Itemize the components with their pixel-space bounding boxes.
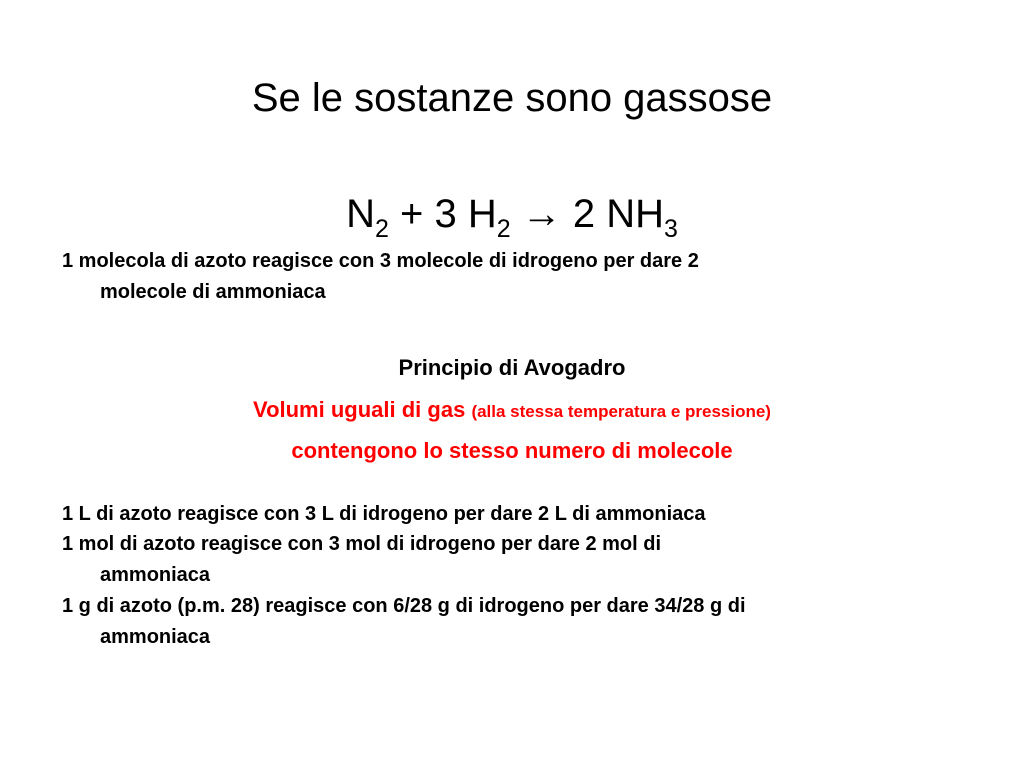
example-liters-line1: 1 L di azoto reagisce con 3 L di idrogeno per dare 2 L di ammoniaca [62, 503, 706, 525]
principle-statement-line1 [0, 394, 1024, 428]
equation-nitrogen: N [346, 192, 375, 236]
example-moles-line1: 1 mol di azoto reagisce con 3 mol di idrogeno per dare 2 mol di [62, 533, 662, 555]
slide-title: Se le sostanze sono gassose [251, 76, 773, 120]
example-grams-line2: ammoniaca [100, 626, 211, 648]
molecule-statement [62, 246, 962, 308]
example-moles [62, 529, 962, 591]
example-moles-line2: ammoniaca [100, 564, 211, 586]
molecule-statement-line2: molecole di ammoniaca [100, 281, 326, 303]
equation-hydrogen-subscript: 2 [496, 215, 511, 243]
equation-ammonia-subscript: 3 [664, 215, 678, 243]
principle-statement-main: Volumi uguali di gas [253, 397, 466, 422]
equation-nitrogen-subscript: 2 [374, 215, 389, 243]
chemical-equation [0, 190, 1024, 243]
principle-statement-line2: contengono lo stesso numero di molecole [291, 438, 733, 463]
example-liters [62, 499, 962, 530]
example-grams-line1: 1 g di azoto (p.m. 28) reagisce con 6/28 g di idrogeno per dare 34/28 g di [62, 595, 746, 617]
principle-statement-note: (alla stessa temperatura e pressione) [471, 402, 771, 421]
equation-ammonia: → 2 NH [510, 192, 664, 236]
molecule-statement-line1: 1 molecola di azoto reagisce con 3 molecole di idrogeno per dare 2 [62, 250, 699, 272]
principle-heading: Principio di Avogadro [398, 355, 626, 380]
equation-hydrogen: + 3 H [388, 192, 497, 236]
example-grams [62, 591, 962, 653]
